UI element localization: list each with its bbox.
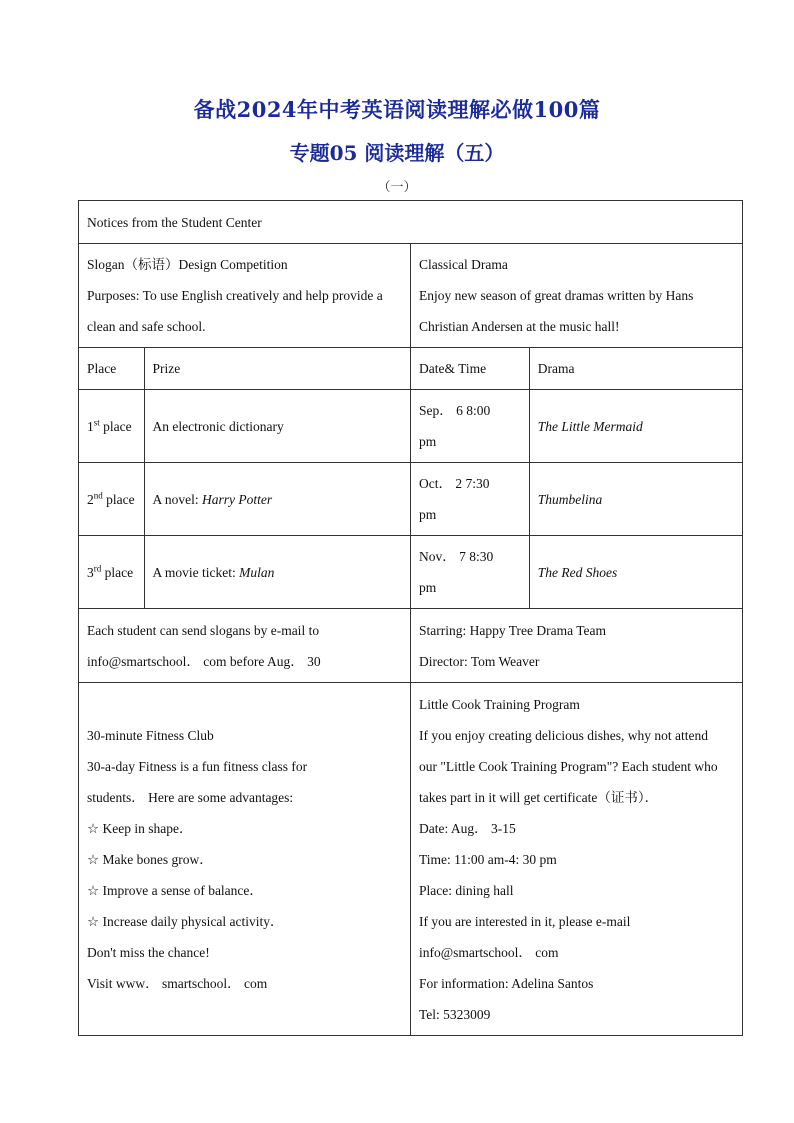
- email-note-cell: [79, 609, 411, 683]
- fitness-miss: Don't miss the chance!: [87, 944, 210, 960]
- header-drama: Drama: [529, 348, 742, 390]
- drama-title: Classical Drama: [418, 257, 508, 272]
- drama-cell: [410, 244, 742, 348]
- place-cell: 3rd place: [79, 536, 145, 609]
- cook-cell: [410, 683, 742, 1036]
- date-cell: Nov． 7 8:30 pm: [410, 536, 529, 609]
- section-label: （一）: [377, 180, 417, 195]
- cook-place: Place: dining hall: [418, 882, 514, 898]
- table-row: [79, 390, 743, 463]
- prize-cell: A novel: Harry Potter: [144, 463, 410, 536]
- fitness-visit: Visit www． smartschool． com: [87, 975, 268, 991]
- page-title: 备战2024年中考英语阅读理解必做100篇: [193, 97, 601, 122]
- email-note: Each student can send slogans by e-mail to: [87, 622, 320, 638]
- prize-cell: An electronic dictionary: [144, 390, 410, 463]
- notice-heading: Notices from the Student Center: [79, 201, 743, 244]
- email-note-cont: info@smartschool． com before Aug． 30: [87, 653, 321, 669]
- fitness-cell: [79, 683, 411, 1036]
- cast-cell: [410, 609, 742, 683]
- header-prize: Prize: [144, 348, 410, 390]
- cook-tel: Tel: 5323009: [418, 1006, 491, 1022]
- place-cell: 1st place: [79, 390, 145, 463]
- fitness-desc: 30-a-day Fitness is a fun fitness class for: [87, 758, 308, 774]
- cook-title: Little Cook Training Program: [418, 696, 580, 712]
- drama-name-cell: The Red Shoes: [529, 536, 742, 609]
- date-cell: Sep． 6 8:00 pm: [410, 390, 529, 463]
- director: Director: Tom Weaver: [418, 653, 540, 669]
- table-row: [79, 463, 743, 536]
- slogan-purpose-cont: clean and safe school.: [87, 319, 206, 334]
- header-place: Place: [79, 348, 145, 390]
- date-cell: Oct． 2 7:30 pm: [410, 463, 529, 536]
- place-cell: 2nd place: [79, 463, 145, 536]
- prize-cell: A movie ticket: Mulan: [144, 536, 410, 609]
- slogan-purpose: Purposes: To use English creatively and help provide a: [87, 288, 383, 303]
- drama-desc: Enjoy new season of great dramas written by Hans: [418, 288, 694, 303]
- drama-name-cell: The Little Mermaid: [529, 390, 742, 463]
- cook-desc-cont: our "Little Cook Training Program"? Each student who: [418, 758, 718, 774]
- notice-table: [78, 200, 743, 1036]
- starring: Starring: Happy Tree Drama Team: [418, 622, 606, 638]
- cook-time: Time: 11:00 am-4: 30 pm: [418, 851, 557, 867]
- drama-desc-cont: Christian Andersen at the music hall!: [418, 319, 620, 334]
- page-subtitle: 专题05 阅读理解（五）: [289, 141, 505, 165]
- fitness-item: ☆ Make bones grow．: [87, 851, 213, 867]
- cook-date: Date: Aug． 3-15: [418, 820, 516, 836]
- header-datetime: Date& Time: [410, 348, 529, 390]
- cook-info: For information: Adelina Santos: [418, 975, 594, 991]
- cook-email: info@smartschool． com: [418, 944, 559, 960]
- cook-desc: If you enjoy creating delicious dishes, why not attend: [418, 727, 709, 743]
- fitness-title: 30-minute Fitness Club: [87, 727, 214, 743]
- fitness-item: ☆ Increase daily physical activity．: [87, 913, 284, 929]
- drama-name-cell: Thumbelina: [529, 463, 742, 536]
- fitness-item: ☆ Keep in shape．: [87, 820, 193, 836]
- slogan-title: Slogan（标语）Design Competition: [87, 257, 288, 272]
- cook-interest: If you are interested in it, please e-mail: [418, 913, 631, 929]
- table-row: [79, 536, 743, 609]
- cook-desc-end: takes part in it will get certificate（证书）．: [418, 789, 659, 805]
- fitness-item: ☆ Improve a sense of balance．: [87, 882, 263, 898]
- fitness-desc-cont: students． Here are some advantages:: [87, 789, 294, 805]
- slogan-cell: [79, 244, 411, 348]
